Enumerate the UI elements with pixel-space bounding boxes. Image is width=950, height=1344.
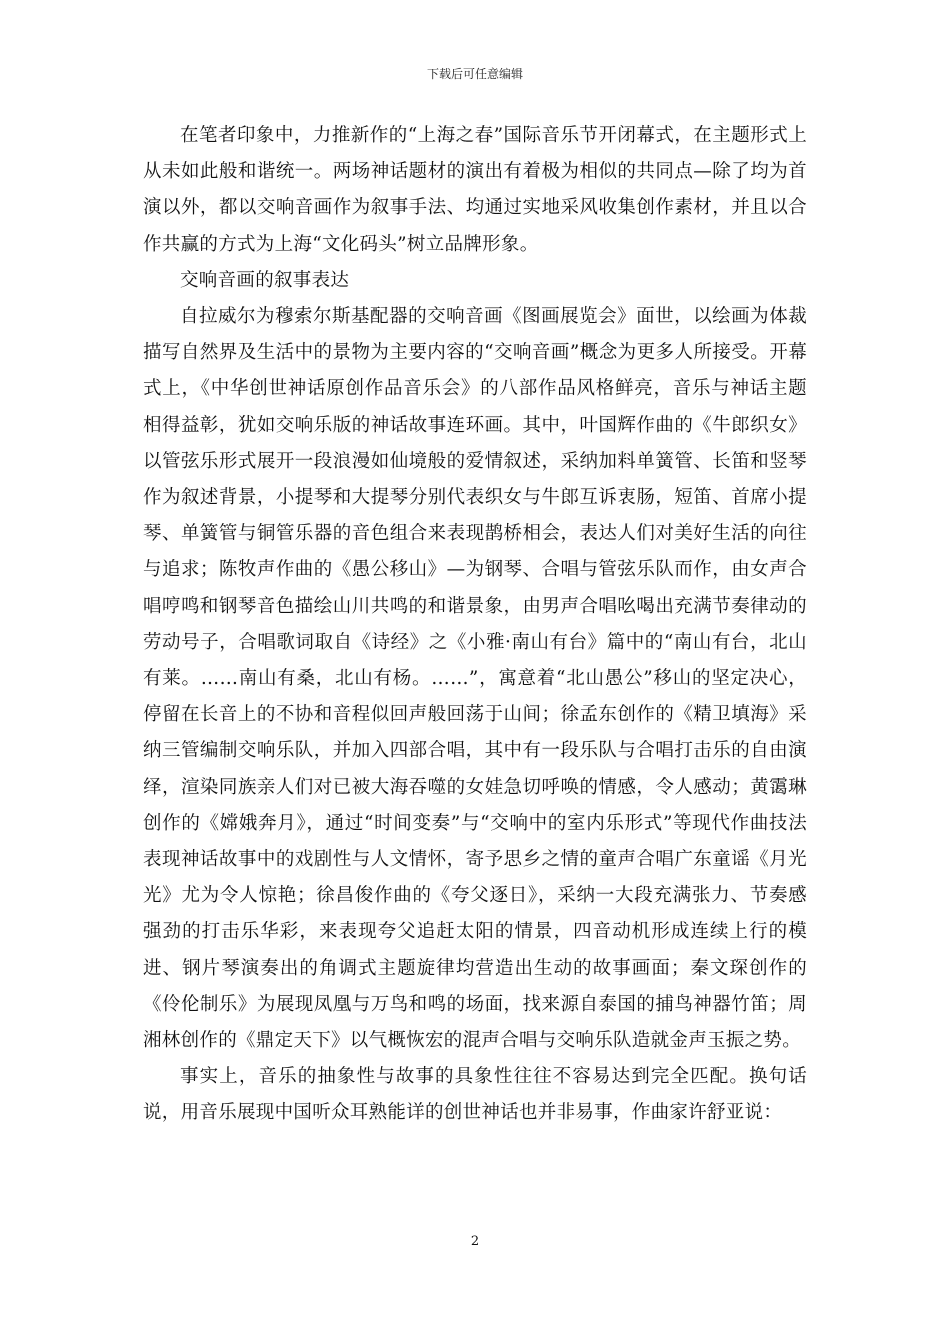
paragraph-intro: 在笔者印象中，力推新作的“上海之春”国际音乐节开闭幕式，在主题形式上从未如此般和谐统一。两场神话题材的演出有着极为相似的共同点—除了均为首演以外，都以交响音画作为叙事手法、均通过实地采风收集创作素材，并且以合作共赢的方式为上海“文化码头”树立品牌形象。: [143, 125, 807, 255]
page-number: 2: [470, 1234, 480, 1249]
section-heading: 交响音画的叙事表达: [180, 269, 350, 291]
paragraph-closing: 事实上，音乐的抽象性与故事的具象性往往不容易达到完全匹配。换句话说，用音乐展现中国听众耳熟能详的创世神话也并非易事，作曲家许舒亚说：: [143, 1066, 807, 1124]
document-body: [143, 118, 807, 1132]
paragraph-main: 自拉威尔为穆索尔斯基配器的交响音画《图画展览会》面世，以绘画为体裁描写自然界及生活中的景物为主要内容的“交响音画”概念为更多人所接受。开幕式上，《中华创世神话原创作品音乐会》的八部作品风格鲜亮，音乐与神话主题相得益彰，犹如交响乐版的神话故事连环画。其中，叶国辉作曲的《牛郎织女》以管弦乐形式展开一段浪漫如仙境般的爱情叙述，采纳加料单簧管、长笛和竖琴作为叙述背景，小提琴和大提琴分别代表织女与牛郎互诉衷肠，短笛、首席小提琴、单簧管与铜管乐器的音色组合来表现鹊桥相会，表达人们对美好生活的向往与追求；陈牧声作曲的《愚公移山》—为钢琴、合唱与管弦乐队而作，由女声合唱哼鸣和钢琴音色描绘山川共鸣的和谐景象，由男声合唱吆喝出充满节奏律动的劳动号子，合唱歌词取自《诗经》之《小雅·南山有台》篇中的“南山有台，北山有莱。……南山有桑，北山有杨。……”，寓意着“北山愚公”移山的坚定决心，停留在长音上的不协和音程似回声般回荡于山间；徐孟东创作的《精卫填海》采纳三管编制交响乐队，并加入四部合唱，其中有一段乐队与合唱打击乐的自由演绎，渲染同族亲人们对已被大海吞噬的女娃急切呼唤的情感，令人感动；黄霭琳创作的《嫦娥奔月》，通过“时间变奏”与“交响中的室内乐形式”等现代作曲技法表现神话故事中的戏剧性与人文情怀，寄予思乡之情的童声合唱广东童谣《月光光》尤为令人惊艳；徐昌俊作曲的《夸父逐日》，采纳一大段充满张力、节奏感强劲的打击乐华彩，来表现夸父追赶太阳的情景，四音动机形成连续上行的模进、钢片琴演奏出的角调式主题旋律均营造出生动的故事画面；秦文琛创作的《伶伦制乐》为展现凤凰与万鸟和鸣的场面，找来源自泰国的捕鸟神器竹笛；周湘林创作的《鼎定天下》以气概恢宏的混声合唱与交响乐队造就金声玉振之势。: [143, 306, 807, 1052]
page-header: 下载后可任意编辑: [426, 67, 523, 81]
